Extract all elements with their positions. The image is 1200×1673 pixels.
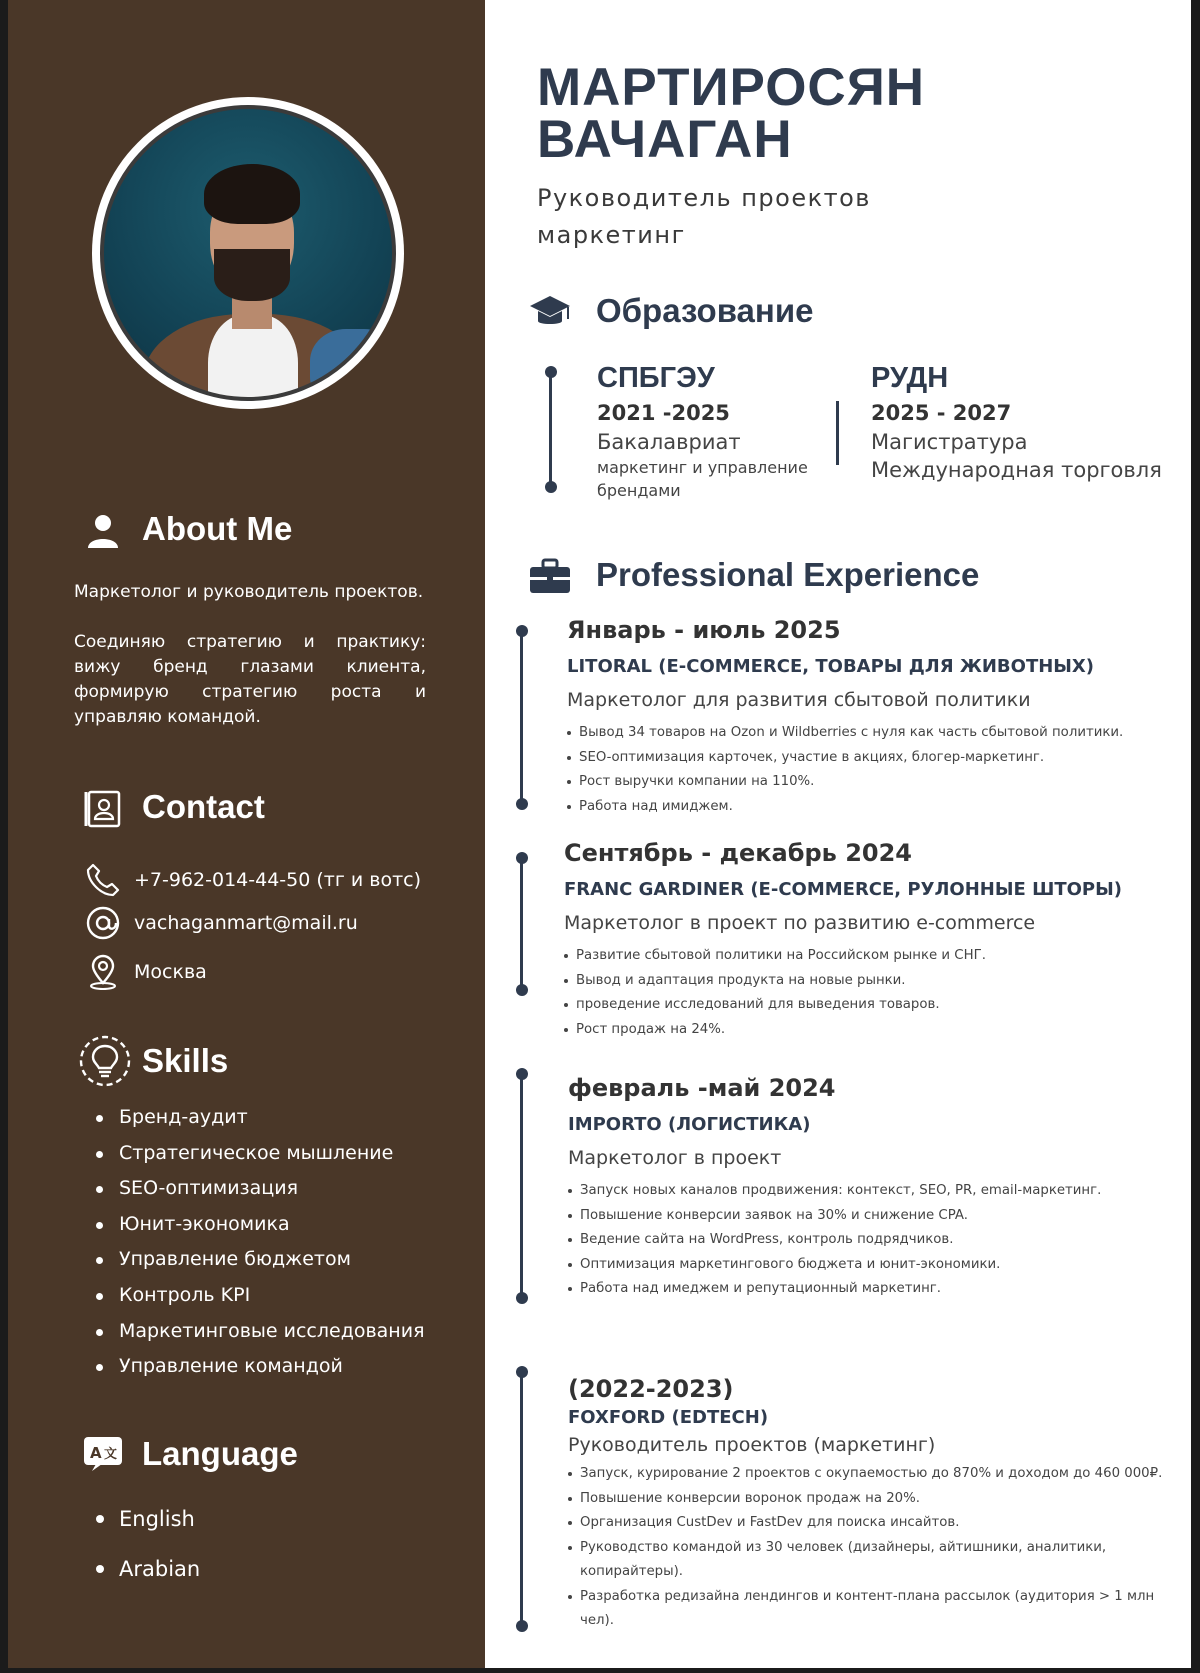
timeline-line <box>520 1371 523 1627</box>
job-bullet: Организация CustDev и FastDev для поиска инсайтов. <box>568 1511 1173 1536</box>
job-bullet: Развитие сбытовой политики на Российском рынке и СНГ. <box>564 944 1200 969</box>
education-degree: Бакалавриат <box>597 430 741 454</box>
about-paragraph: Маркетолог и руководитель проектов. <box>74 582 424 602</box>
phone-icon <box>84 861 122 899</box>
job-bullets <box>567 721 1200 819</box>
timeline-line <box>520 630 523 805</box>
education-years: 2021 -2025 <box>597 401 730 425</box>
contact-card-icon <box>82 788 124 830</box>
timeline-dot <box>516 984 528 996</box>
language-item: English <box>92 1494 200 1544</box>
timeline-dot <box>545 366 557 378</box>
job-bullet: Разработка редизайна лендингов и контент-плана рассылок (аудитория > 1 млн чел). <box>568 1585 1173 1634</box>
skill-item: Управление бюджетом <box>92 1242 462 1278</box>
experience-entry <box>567 615 1200 819</box>
school-name: РУДН <box>871 362 949 394</box>
person-name <box>537 58 926 169</box>
name-line: ВАЧАГАН <box>537 110 793 169</box>
timeline-dot <box>516 852 528 864</box>
education-major: Международная торговля <box>871 458 1162 482</box>
language-heading: Language <box>142 1435 298 1472</box>
phone-text: +7-962-014-44-50 (тг и вотс) <box>134 869 421 891</box>
job-role: Руководитель проектов (маркетинг) <box>568 1434 936 1456</box>
skill-item: Маркетинговые исследования <box>92 1314 462 1350</box>
translate-icon <box>82 1433 124 1475</box>
timeline-dot <box>516 625 528 637</box>
job-role: Маркетолог в проект по развитию e-commerce <box>564 912 1036 934</box>
education-entry <box>871 360 1171 484</box>
job-bullet: проведение исследований для выведения товаров. <box>564 993 1200 1018</box>
timeline-dot <box>516 1068 528 1080</box>
skill-item: SEO-оптимизация <box>92 1171 462 1207</box>
education-heading: Образование <box>596 292 814 329</box>
job-bullet: Работа над имиджем. <box>567 795 1200 820</box>
job-company: FOXFORD (EDTECH) <box>568 1407 769 1428</box>
job-bullet: Вывод 34 товаров на Ozon и Wildberries с нуля как часть сбытовой политики. <box>567 721 1200 746</box>
job-title <box>537 180 871 254</box>
timeline-line <box>549 371 552 487</box>
education-years: 2025 - 2027 <box>871 401 1012 425</box>
job-bullet: Работа над имеджем и репутационный маркетинг. <box>568 1277 1200 1302</box>
profile-photo <box>100 105 396 401</box>
timeline-dot <box>516 1620 528 1632</box>
job-period: Сентябрь - декабрь 2024 <box>564 839 912 867</box>
job-bullet: Запуск новых каналов продвижения: контекст, SEO, PR, email-маркетинг. <box>568 1179 1200 1204</box>
education-entry <box>597 360 837 502</box>
skill-item: Стратегическое мышление <box>92 1136 462 1172</box>
lightbulb-gear-icon <box>76 1032 134 1090</box>
location-text: Москва <box>134 961 207 983</box>
timeline-dot <box>516 1366 528 1378</box>
experience-heading: Professional Experience <box>596 556 980 593</box>
skills-heading: Skills <box>142 1042 229 1079</box>
job-bullet: SEO-оптимизация карточек, участие в акциях, блогер-маркетинг. <box>567 746 1200 771</box>
at-sign-icon <box>84 904 122 942</box>
language-list <box>92 1494 200 1594</box>
contact-heading: Contact <box>142 788 265 825</box>
timeline-dot <box>516 1292 528 1304</box>
svg-text:A: A <box>90 1444 102 1462</box>
timeline-line <box>520 1073 523 1299</box>
contact-phone[interactable] <box>84 860 421 900</box>
job-company: LITORAL (E-COMMERCE, ТОВАРЫ ДЛЯ ЖИВОТНЫХ) <box>567 656 1095 677</box>
job-title-line: маркетинг <box>537 221 686 249</box>
svg-text:文: 文 <box>104 1447 118 1462</box>
graduation-cap-icon <box>528 292 572 332</box>
job-bullet: Руководство командой из 30 человек (дизайнеры, айтишники, аналитики, копирайтеры). <box>568 1536 1173 1585</box>
user-icon <box>82 510 124 552</box>
avatar <box>92 97 404 409</box>
job-bullet: Вывод и адаптация продукта на новые рынки. <box>564 969 1200 994</box>
job-title-line: Руководитель проектов <box>537 184 871 212</box>
job-bullets <box>568 1462 1173 1634</box>
timeline-dot <box>516 798 528 810</box>
contact-location <box>84 952 207 992</box>
experience-entry <box>568 1374 1173 1634</box>
job-bullet: Рост продаж на 24%. <box>564 1018 1200 1043</box>
job-period: февраль -май 2024 <box>568 1074 836 1102</box>
job-bullet: Оптимизация маркетингового бюджета и юнит-экономики. <box>568 1253 1200 1278</box>
job-bullet: Повышение конверсии воронок продаж на 20%. <box>568 1487 1173 1512</box>
name-line: МАРТИРОСЯН <box>537 58 926 117</box>
job-bullet: Запуск, курирование 2 проектов с окупаемостью до 870% и доходом до 460 000₽. <box>568 1462 1173 1487</box>
job-period: Январь - июль 2025 <box>567 616 841 644</box>
skill-item: Юнит-экономика <box>92 1207 462 1243</box>
job-period: (2022-2023) <box>568 1375 734 1403</box>
timeline-dot <box>545 481 557 493</box>
job-company: IMPORTO (ЛОГИСТИКА) <box>568 1114 811 1135</box>
education-major: маркетинг и управление брендами <box>597 458 808 500</box>
job-bullet: Повышение конверсии заявок на 30% и снижение CPA. <box>568 1204 1200 1229</box>
email-text: vachaganmart@mail.ru <box>134 912 358 934</box>
location-pin-icon <box>84 953 122 991</box>
job-bullets <box>564 944 1200 1042</box>
school-name: СПБГЭУ <box>597 362 715 394</box>
experience-entry <box>564 838 1200 1042</box>
briefcase-icon <box>528 556 572 596</box>
job-bullets <box>568 1179 1200 1302</box>
skills-list <box>92 1100 462 1385</box>
about-heading: About Me <box>142 510 293 547</box>
skill-item: Управление командой <box>92 1349 462 1385</box>
job-company: FRANC GARDINER (E-COMMERCE, РУЛОННЫЕ ШТОРЫ) <box>564 879 1122 900</box>
skill-item: Контроль KPI <box>92 1278 462 1314</box>
about-paragraph: Соединяю стратегию и практику: вижу бренд глазами клиента, формирую стратегию роста и управляю командой. <box>74 632 426 727</box>
job-role: Маркетолог для развития сбытовой политики <box>567 689 1031 711</box>
language-item: Arabian <box>92 1544 200 1594</box>
about-text <box>74 580 426 730</box>
experience-entry <box>568 1073 1200 1302</box>
contact-email[interactable] <box>84 903 358 943</box>
job-bullet: Рост выручки компании на 110%. <box>567 770 1200 795</box>
job-bullet: Ведение сайта на WordPress, контроль подрядчиков. <box>568 1228 1200 1253</box>
job-role: Маркетолог в проект <box>568 1147 782 1169</box>
timeline-line <box>520 857 523 991</box>
skill-item: Бренд-аудит <box>92 1100 462 1136</box>
page-edge <box>1191 0 1200 1673</box>
education-degree: Магистратура <box>871 430 1028 454</box>
